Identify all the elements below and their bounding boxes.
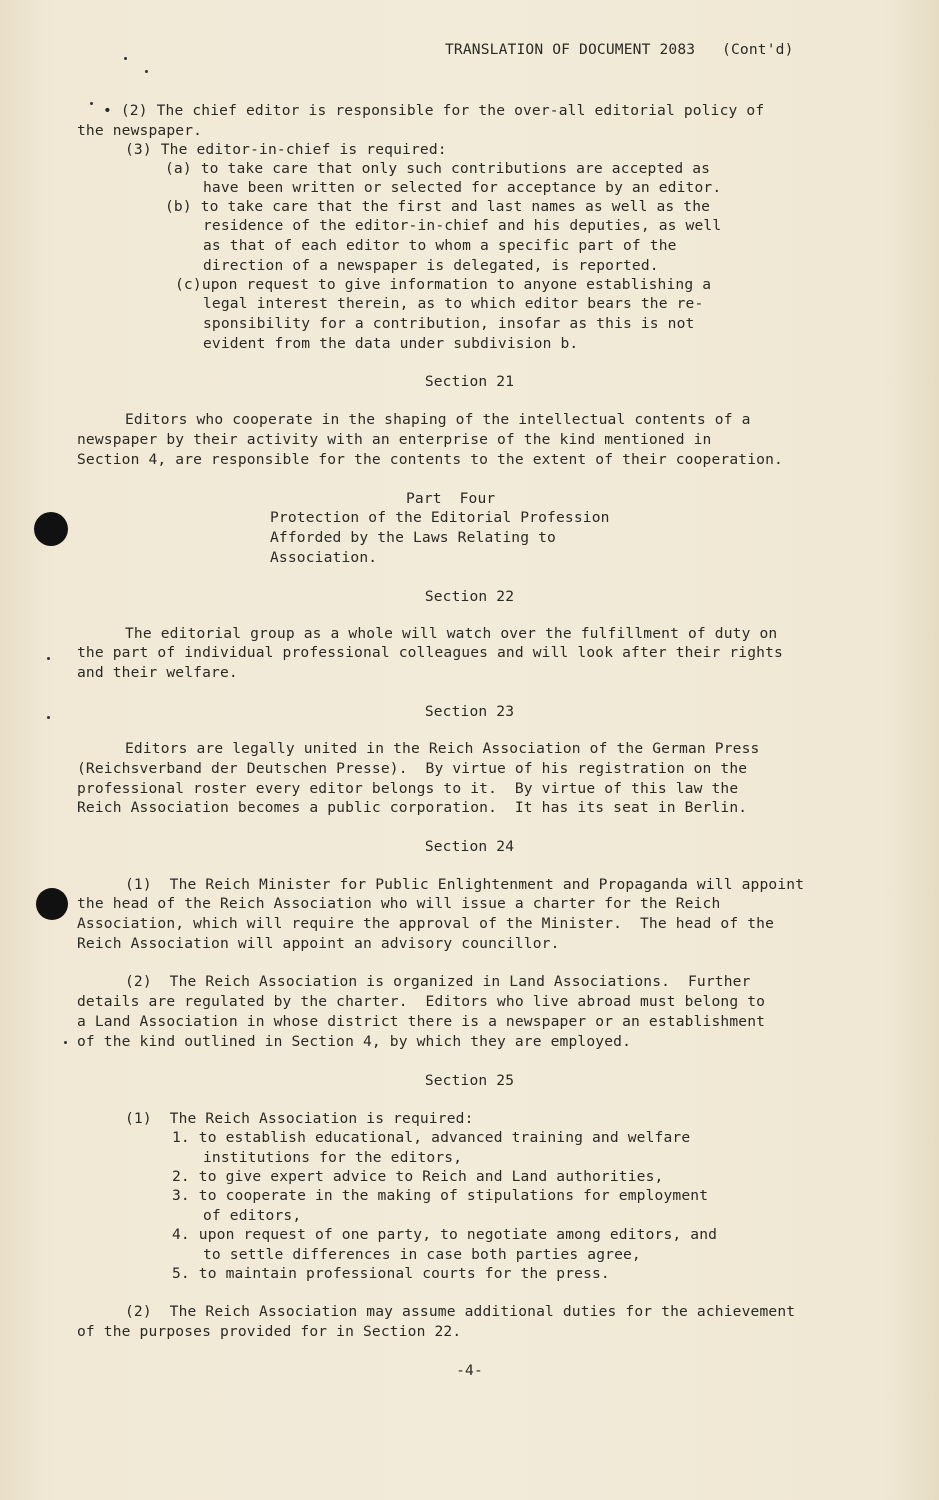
text-line: Association, which will require the approval of the Minister. The head of the [77,915,775,932]
speck [124,57,127,60]
speck [47,657,50,660]
text-line: and their welfare. [77,664,238,681]
text-line: Section 4, are responsible for the contents to the extent of their cooperation. [77,451,783,468]
text-line: of the purposes provided for in Section 22. [77,1323,462,1340]
text-line: (1) The Reich Minister for Public Enlightenment and Propaganda will appoint [125,876,805,893]
text-line: as that of each editor to whom a specific part of the [203,237,677,254]
text-line: (a) to take care that only such contributions are accepted as [165,160,711,177]
text-line: a Land Association in whose district there is a newspaper or an establishment [77,1013,766,1030]
document-header: TRANSLATION OF DOCUMENT 2083 (Cont'd) [445,41,794,58]
punch-hole-bottom [36,888,68,920]
list-item: to settle differences in case both parties agree, [203,1246,641,1263]
speck [64,1041,67,1044]
punch-hole-top [34,512,68,546]
text-line: sponsibility for a contribution, insofar as this is not [203,315,695,332]
speck [145,70,148,73]
text-line: Editors who cooperate in the shaping of the intellectual contents of a [125,411,751,428]
text-line: the head of the Reich Association who will issue a charter for the Reich [77,895,721,912]
text-line: The editorial group as a whole will watch over the fulfillment of duty on [125,625,778,642]
text-line: (1) The Reich Association is required: [125,1110,474,1127]
text-line: evident from the data under subdivision b. [203,335,579,352]
section-heading: Section 21 [424,373,515,390]
text-line: • (2) The chief editor is responsible for the over-all editorial policy of [103,102,765,119]
speck [90,102,93,105]
text-line: Reich Association becomes a public corporation. It has its seat in Berlin. [77,799,748,816]
list-item: 3. to cooperate in the making of stipulations for employment [172,1187,709,1204]
text-line: residence of the editor-in-chief and his deputies, as well [203,217,722,234]
text-line: details are regulated by the charter. Editors who live abroad must belong to [77,993,766,1010]
text-line: the newspaper. [77,122,203,139]
text-line: the part of individual professional colleagues and will look after their rights [77,644,783,661]
list-item: 4. upon request of one party, to negotiate among editors, and [172,1226,718,1243]
text-line: have been written or selected for acceptance by an editor. [203,179,722,196]
list-item: 1. to establish educational, advanced training and welfare [172,1129,691,1146]
list-item: 5. to maintain professional courts for the press. [172,1265,610,1282]
text-line: legal interest therein, as to which editor bears the re- [203,295,704,312]
text-line: (2) The Reich Association may assume additional duties for the achievement [125,1303,796,1320]
text-line: (b) to take care that the first and last names as well as the [165,198,711,215]
text-line: Editors are legally united in the Reich Association of the German Press [125,740,760,757]
text-line: direction of a newspaper is delegated, is reported. [203,257,659,274]
section-heading: Section 25 [424,1072,515,1089]
text-line: (Reichsverband der Deutschen Presse). By virtue of his registration on the [77,760,748,777]
section-heading: Section 22 [424,588,515,605]
part-subtitle: Afforded by the Laws Relating to [270,529,556,546]
text-line: (3) The editor-in-chief is required: [125,141,447,158]
text-line: Reich Association will appoint an advisory councillor. [77,935,560,952]
page-number: -4- [456,1362,483,1379]
text-line: newspaper by their activity with an enterprise of the kind mentioned in [77,431,712,448]
text-line: (2) The Reich Association is organized in Land Associations. Further [125,973,751,990]
text-line: of the kind outlined in Section 4, by which they are employed. [77,1033,632,1050]
section-heading: Section 23 [424,703,515,720]
part-subtitle: Protection of the Editorial Profession [270,509,610,526]
list-item: 2. to give expert advice to Reich and Land authorities, [172,1168,664,1185]
section-heading: Section 24 [424,838,515,855]
part-heading: Part Four [406,490,496,507]
list-item: institutions for the editors, [203,1149,463,1166]
text-line: (c)upon request to give information to anyone establishing a [175,276,712,293]
list-item: of editors, [203,1207,302,1224]
text-line: professional roster every editor belongs to it. By virtue of this law the [77,780,739,797]
part-subtitle: Association. [270,549,378,566]
